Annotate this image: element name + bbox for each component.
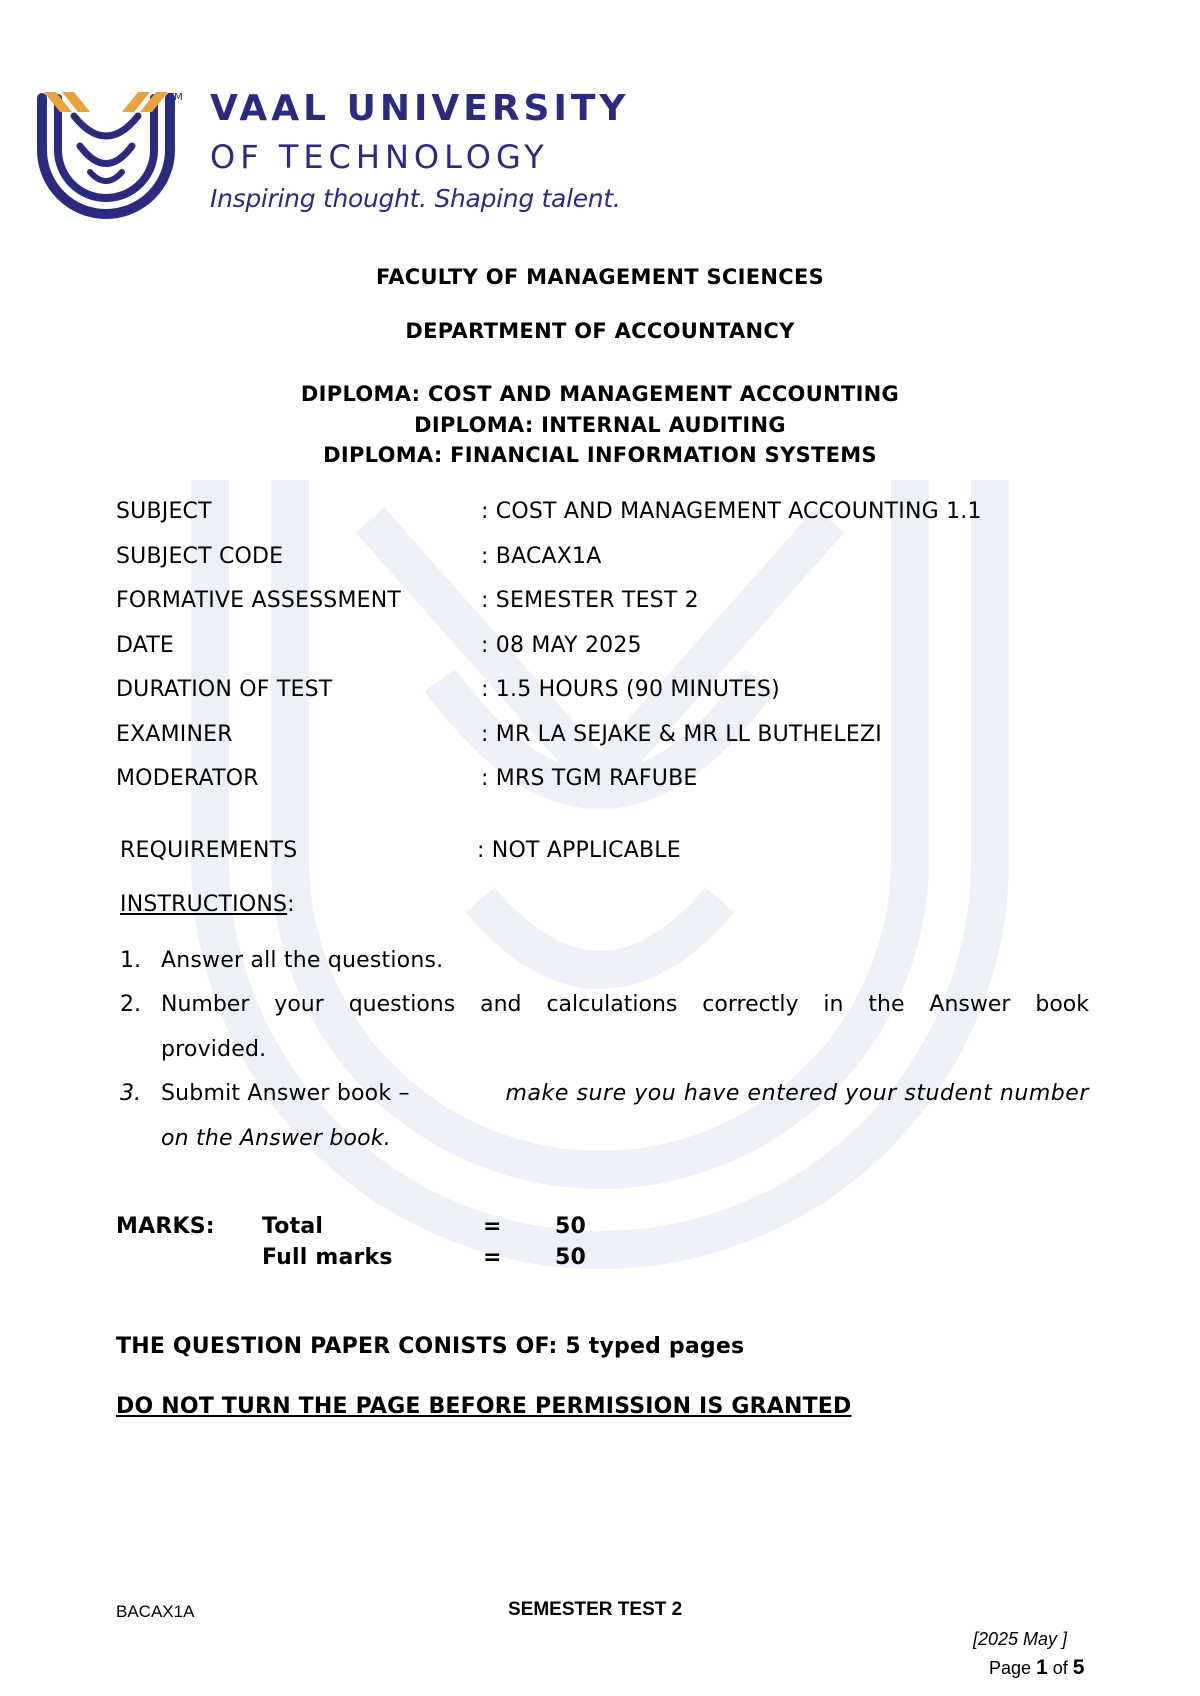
footer-page-number: Page 1 of 5 xyxy=(989,1656,1085,1679)
footer-subject-code: BACAX1A xyxy=(116,1602,195,1621)
requirements-label: REQUIREMENTS xyxy=(120,838,298,863)
pages-note: THE QUESTION PAPER CONISTS OF: 5 typed pages xyxy=(116,1334,745,1359)
brand-name-line1: VAAL UNIVERSITY xyxy=(210,88,630,129)
detail-label: EXAMINER xyxy=(116,722,233,747)
department-heading: DEPARTMENT OF ACCOUNTANCY xyxy=(405,319,795,343)
instruction-number: 1. xyxy=(120,948,141,973)
instruction-text: Number your questions and calculations correctly in the Answer book xyxy=(161,992,1089,1017)
instruction-number: 3. xyxy=(120,1081,141,1106)
marks-value: 50 xyxy=(555,1245,587,1270)
detail-value: : SEMESTER TEST 2 xyxy=(481,588,699,613)
detail-label: DURATION OF TEST xyxy=(116,677,333,702)
marks-name: Full marks xyxy=(262,1245,393,1270)
detail-label: SUBJECT CODE xyxy=(116,544,284,569)
university-logo-icon xyxy=(36,86,176,222)
instruction-text: provided. xyxy=(161,1037,267,1062)
instruction-text: on the Answer book. xyxy=(161,1126,391,1151)
detail-label: FORMATIVE ASSESSMENT xyxy=(116,588,402,613)
detail-value: : MR LA SEJAKE & MR LL BUTHELEZI xyxy=(481,722,882,747)
detail-value: : COST AND MANAGEMENT ACCOUNTING 1.1 xyxy=(481,499,982,524)
brand-name-line2: OF TECHNOLOGY xyxy=(210,138,549,176)
requirements-value: : NOT APPLICABLE xyxy=(477,838,681,863)
trademark-mark: TM xyxy=(168,92,183,103)
faculty-heading: FACULTY OF MANAGEMENT SCIENCES xyxy=(375,265,825,289)
detail-value: : 08 MAY 2025 xyxy=(481,633,642,658)
marks-equals: = xyxy=(483,1214,502,1239)
footer-test-title: SEMESTER TEST 2 xyxy=(508,1599,683,1620)
instructions-heading: INSTRUCTIONS: xyxy=(120,892,295,917)
marks-value: 50 xyxy=(555,1214,587,1239)
detail-value: : BACAX1A xyxy=(481,544,602,569)
detail-value: : 1.5 HOURS (90 MINUTES) xyxy=(481,677,780,702)
diploma-heading: DIPLOMA: COST AND MANAGEMENT ACCOUNTING xyxy=(300,382,900,406)
detail-value: : MRS TGM RAFUBE xyxy=(481,766,698,791)
detail-label: SUBJECT xyxy=(116,499,212,524)
diploma-heading: DIPLOMA: INTERNAL AUDITING xyxy=(414,413,786,437)
detail-label: MODERATOR xyxy=(116,766,259,791)
instruction-number: 2. xyxy=(120,992,141,1017)
permission-warning: DO NOT TURN THE PAGE BEFORE PERMISSION IS GRANTED xyxy=(116,1394,852,1419)
marks-label: MARKS: xyxy=(116,1214,215,1239)
diploma-heading: DIPLOMA: FINANCIAL INFORMATION SYSTEMS xyxy=(323,443,877,467)
marks-equals: = xyxy=(483,1245,502,1270)
instruction-text: Submit Answer book – make sure you have entered your student number xyxy=(161,1081,1089,1106)
marks-name: Total xyxy=(262,1214,324,1239)
detail-label: DATE xyxy=(116,633,175,658)
brand-tagline: Inspiring thought. Shaping talent. xyxy=(210,184,621,213)
instruction-text: Answer all the questions. xyxy=(161,948,444,973)
footer-date: [2025 May ] xyxy=(973,1629,1068,1649)
